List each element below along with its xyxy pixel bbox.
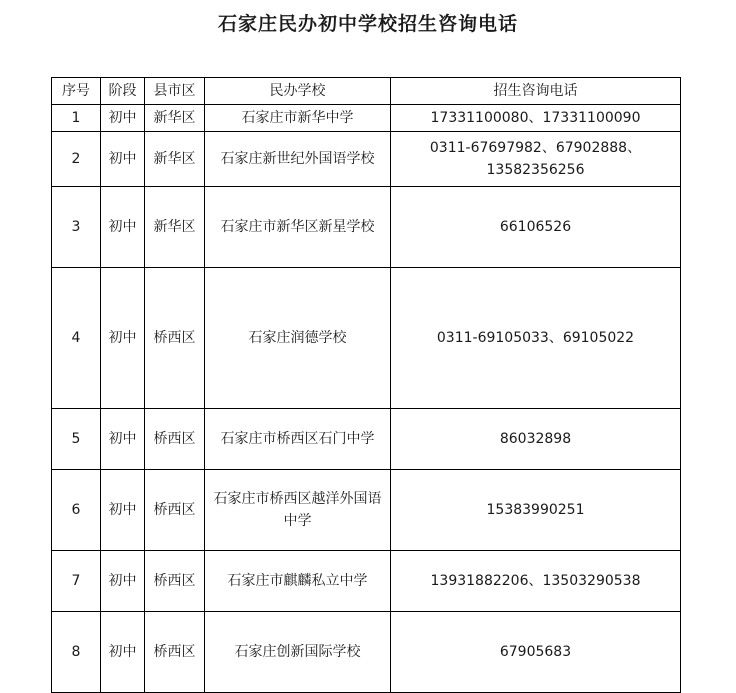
cell-school: 石家庄市桥西区石门中学 [205, 409, 391, 470]
cell-stage: 初中 [101, 612, 145, 693]
header-county: 县市区 [145, 78, 205, 105]
cell-no: 1 [52, 105, 101, 132]
table-row [52, 132, 681, 187]
cell-no: 8 [52, 612, 101, 693]
cell-phone: 66106526 [391, 187, 681, 268]
cell-stage: 初中 [101, 268, 145, 409]
cell-school: 石家庄创新国际学校 [205, 612, 391, 693]
cell-phone: 86032898 [391, 409, 681, 470]
cell-county: 新华区 [145, 105, 205, 132]
cell-phone: 67905683 [391, 612, 681, 693]
header-stage: 阶段 [101, 78, 145, 105]
cell-stage: 初中 [101, 551, 145, 612]
cell-phone: 13931882206、13503290538 [391, 551, 681, 612]
cell-county: 新华区 [145, 187, 205, 268]
cell-school: 石家庄市桥西区越洋外国语中学 [205, 470, 391, 551]
cell-stage: 初中 [101, 470, 145, 551]
cell-phone: 0311-69105033、69105022 [391, 268, 681, 409]
cell-county: 桥西区 [145, 268, 205, 409]
table-row [52, 470, 681, 551]
cell-phone: 15383990251 [391, 470, 681, 551]
cell-no: 2 [52, 132, 101, 187]
cell-school: 石家庄润德学校 [205, 268, 391, 409]
cell-county: 桥西区 [145, 470, 205, 551]
page-title: 石家庄民办初中学校招生咨询电话 [217, 13, 518, 35]
cell-no: 7 [52, 551, 101, 612]
cell-school: 石家庄市新华中学 [205, 105, 391, 132]
table-row [52, 409, 681, 470]
cell-county: 桥西区 [145, 612, 205, 693]
cell-stage: 初中 [101, 105, 145, 132]
cell-no: 5 [52, 409, 101, 470]
cell-stage: 初中 [101, 187, 145, 268]
header-no: 序号 [52, 78, 101, 105]
cell-stage: 初中 [101, 132, 145, 187]
cell-phone: 0311-67697982、67902888、13582356256 [391, 132, 681, 187]
cell-school: 石家庄市麒麟私立中学 [205, 551, 391, 612]
table-header-row [52, 78, 681, 105]
table-row [52, 268, 681, 409]
table-row [52, 105, 681, 132]
header-school: 民办学校 [205, 78, 391, 105]
table-row [52, 612, 681, 693]
cell-school: 石家庄新世纪外国语学校 [205, 132, 391, 187]
cell-stage: 初中 [101, 409, 145, 470]
cell-no: 4 [52, 268, 101, 409]
school-phone-table [51, 77, 681, 693]
table-row [52, 551, 681, 612]
cell-county: 桥西区 [145, 551, 205, 612]
table-row [52, 187, 681, 268]
cell-school: 石家庄市新华区新星学校 [205, 187, 391, 268]
cell-no: 3 [52, 187, 101, 268]
cell-county: 桥西区 [145, 409, 205, 470]
header-phone: 招生咨询电话 [391, 78, 681, 105]
cell-no: 6 [52, 470, 101, 551]
cell-county: 新华区 [145, 132, 205, 187]
cell-phone: 17331100080、17331100090 [391, 105, 681, 132]
